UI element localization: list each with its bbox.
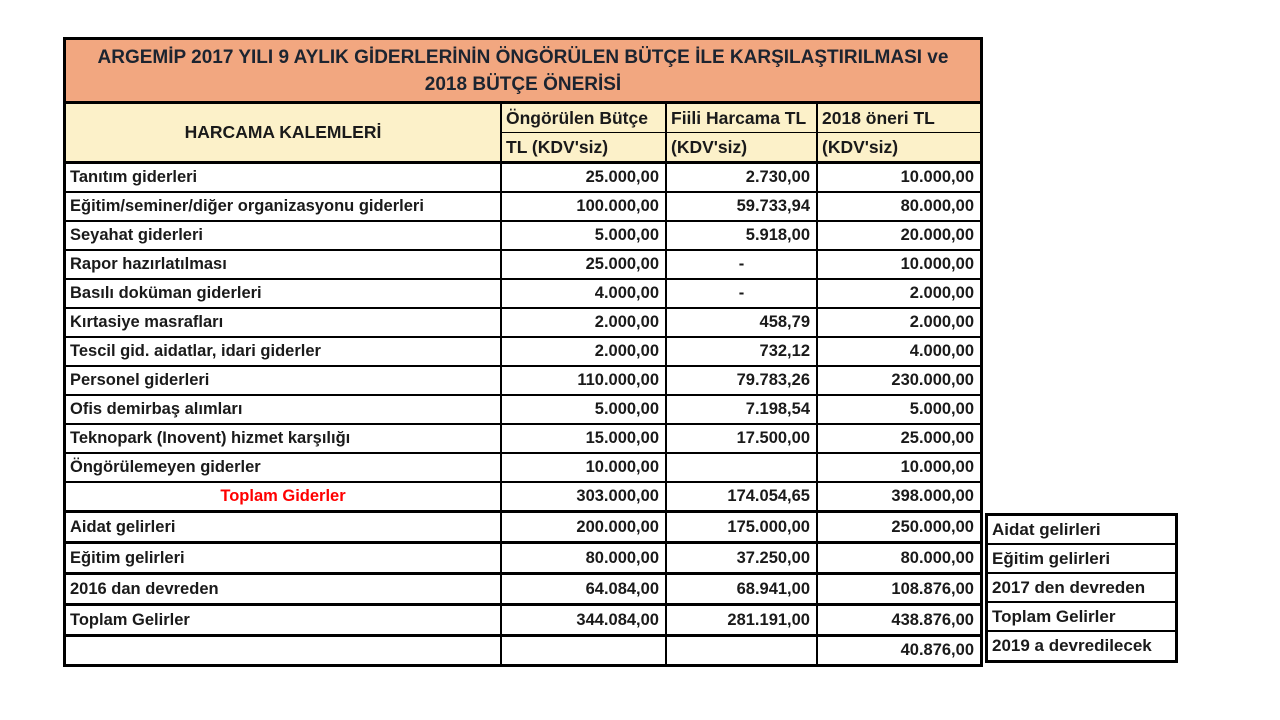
budget-comparison-table: [63, 37, 983, 667]
table-row: [66, 454, 980, 483]
header-ongorulen-butce: [500, 104, 665, 161]
proposal-value: 80.000,00: [816, 544, 980, 572]
actual-value: 175.000,00: [665, 513, 816, 541]
budget-value: 110.000,00: [500, 367, 665, 394]
table-row: [66, 222, 980, 251]
proposal-value: 80.000,00: [816, 193, 980, 220]
header-2018-oneri-line2: (KDV'siz): [822, 136, 899, 157]
proposal-value: 40.876,00: [816, 637, 980, 664]
table-title-line2: 2018 BÜTÇE ÖNERİSİ: [424, 74, 622, 95]
row-label: Ofis demirbaş alımları: [70, 400, 243, 418]
row-label: Tescil gid. aidatlar, idari giderler: [70, 342, 321, 360]
header-2018-oneri: [816, 104, 980, 161]
actual-value: -: [665, 251, 816, 278]
side-row-aidat-gelirleri: Aidat gelirleri: [988, 516, 1175, 545]
table-header-row: [66, 104, 980, 164]
total-income-row: [66, 606, 980, 637]
total-expenses-label: Toplam Giderler: [220, 487, 346, 505]
actual-value: 5.918,00: [665, 222, 816, 249]
table-row: [66, 396, 980, 425]
actual-value: 59.733,94: [665, 193, 816, 220]
total-expenses-row: [66, 483, 980, 513]
budget-value: 2.000,00: [500, 338, 665, 365]
proposal-value: 25.000,00: [816, 425, 980, 452]
proposal-value: 2.000,00: [816, 309, 980, 336]
row-label: [66, 637, 500, 664]
actual-value: 37.250,00: [665, 544, 816, 572]
carry-over-row: [66, 637, 980, 664]
budget-value: 4.000,00: [500, 280, 665, 307]
row-label: 2016 dan devreden: [70, 579, 219, 598]
total-income-label: Toplam Gelirler: [70, 610, 190, 629]
income-row: [66, 513, 980, 544]
header-ongorulen-butce-line1: Öngörülen Bütçe: [502, 104, 665, 133]
actual-value: 68.941,00: [665, 575, 816, 603]
header-ongorulen-butce-line2: TL (KDV'siz): [506, 136, 609, 157]
budget-value: 80.000,00: [500, 544, 665, 572]
proposal-value: 10.000,00: [816, 251, 980, 278]
budget-value: 25.000,00: [500, 251, 665, 278]
budget-value: 200.000,00: [500, 513, 665, 541]
actual-value: -: [665, 280, 816, 307]
actual-value: 458,79: [665, 309, 816, 336]
proposal-value: 108.876,00: [816, 575, 980, 603]
budget-value: 5.000,00: [500, 396, 665, 423]
table-row: [66, 280, 980, 309]
actual-value: [665, 637, 816, 664]
income-row: [66, 575, 980, 606]
side-legend-table: [985, 513, 1178, 663]
proposal-value: 230.000,00: [816, 367, 980, 394]
side-row-toplam-gelirler: Toplam Gelirler: [988, 603, 1175, 632]
actual-value: 2.730,00: [665, 164, 816, 191]
actual-value: 732,12: [665, 338, 816, 365]
actual-value: 7.198,54: [665, 396, 816, 423]
header-fiili-harcama-line1: Fiili Harcama TL: [667, 104, 816, 133]
actual-value: 17.500,00: [665, 425, 816, 452]
table-row: [66, 193, 980, 222]
table-title: [66, 40, 980, 104]
table-row: [66, 367, 980, 396]
actual-value: 174.054,65: [665, 483, 816, 510]
actual-value: [665, 454, 816, 481]
budget-value: 2.000,00: [500, 309, 665, 336]
header-fiili-harcama-line2: (KDV'siz): [671, 136, 748, 157]
actual-value: 79.783,26: [665, 367, 816, 394]
row-label: Eğitim/seminer/diğer organizasyonu giderleri: [70, 197, 424, 215]
proposal-value: 398.000,00: [816, 483, 980, 510]
budget-value: 64.084,00: [500, 575, 665, 603]
proposal-value: 20.000,00: [816, 222, 980, 249]
row-label: Öngörülemeyen giderler: [70, 458, 261, 476]
proposal-value: 10.000,00: [816, 454, 980, 481]
proposal-value: 10.000,00: [816, 164, 980, 191]
proposal-value: 438.876,00: [816, 606, 980, 634]
row-label: Seyahat giderleri: [70, 226, 203, 244]
header-2018-oneri-line1: 2018 öneri TL: [818, 104, 980, 133]
row-label: Kırtasiye masrafları: [70, 313, 224, 331]
income-row: [66, 544, 980, 575]
row-label: Eğitim gelirleri: [70, 548, 185, 567]
table-row: [66, 425, 980, 454]
row-label: Teknopark (Inovent) hizmet karşılığı: [70, 429, 351, 447]
header-harcama-kalemleri: HARCAMA KALEMLERİ: [184, 122, 382, 142]
budget-value: 25.000,00: [500, 164, 665, 191]
row-label: Basılı doküman giderleri: [70, 284, 262, 302]
side-row-egitim-gelirleri: Eğitim gelirleri: [988, 545, 1175, 574]
row-label: Tanıtım giderleri: [70, 168, 198, 186]
budget-value: 15.000,00: [500, 425, 665, 452]
proposal-value: 5.000,00: [816, 396, 980, 423]
proposal-value: 2.000,00: [816, 280, 980, 307]
row-label: Rapor hazırlatılması: [70, 255, 227, 273]
budget-value: 10.000,00: [500, 454, 665, 481]
table-row: [66, 338, 980, 367]
table-row: [66, 309, 980, 338]
side-row-2017-den-devreden: 2017 den devreden: [988, 574, 1175, 603]
proposal-value: 250.000,00: [816, 513, 980, 541]
table-title-line1: ARGEMİP 2017 YILI 9 AYLIK GİDERLERİNİN ÖNGÖRÜLEN BÜTÇE İLE KARŞILAŞTIRILMASI ve: [97, 47, 949, 68]
table-row: [66, 164, 980, 193]
table-row: [66, 251, 980, 280]
budget-value: 344.084,00: [500, 606, 665, 634]
actual-value: 281.191,00: [665, 606, 816, 634]
header-fiili-harcama: [665, 104, 816, 161]
row-label: Personel giderleri: [70, 371, 210, 389]
row-label: Aidat gelirleri: [70, 517, 176, 536]
budget-value: 303.000,00: [500, 483, 665, 510]
budget-value: [500, 637, 665, 664]
budget-value: 100.000,00: [500, 193, 665, 220]
budget-value: 5.000,00: [500, 222, 665, 249]
side-row-2019-a-devredilecek: 2019 a devredilecek: [992, 636, 1152, 655]
proposal-value: 4.000,00: [816, 338, 980, 365]
